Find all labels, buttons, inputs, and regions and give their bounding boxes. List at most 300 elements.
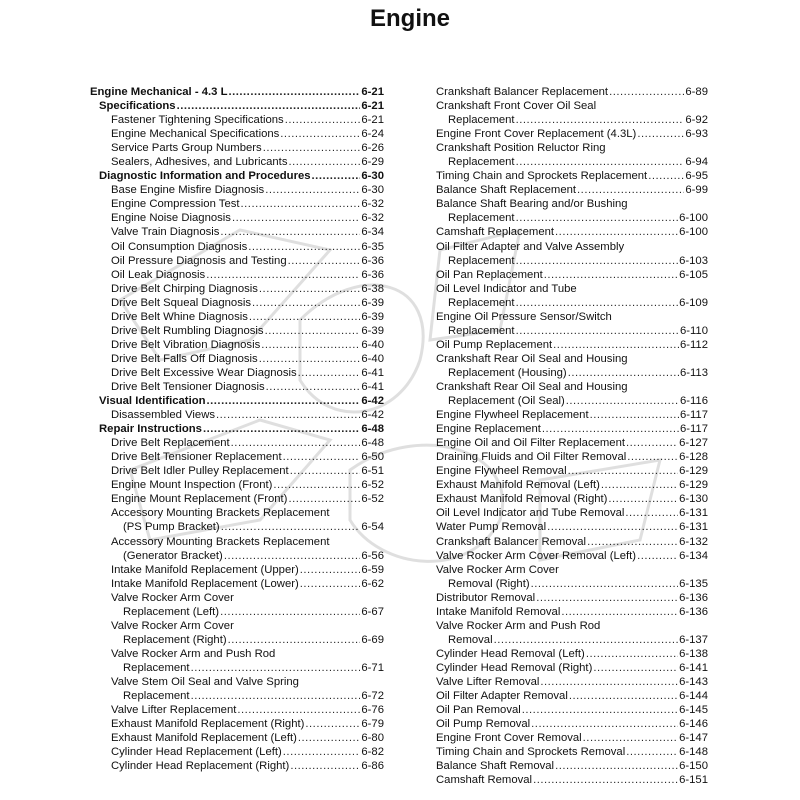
dot-leader (587, 535, 678, 549)
toc-page-number: 6-93 (685, 128, 708, 141)
toc-entry-title-line: Valve Rocker Arm and Push Rod (436, 619, 601, 632)
toc-page-number: 6-39 (361, 310, 384, 323)
toc-entry-title-line: Oil Level Indicator and Tube (436, 282, 577, 295)
toc-page-number: 6-30 (361, 184, 384, 197)
toc-entry-crankshaft-balancer-replacement[interactable] (436, 85, 708, 99)
toc-page-number: 6-129 (679, 465, 708, 478)
toc-page-number: 6-29 (361, 156, 384, 169)
toc-entry-title: Drive Belt Squeal Diagnosis (111, 296, 252, 309)
toc-entry-title: Crankshaft Balancer Replacement (436, 86, 609, 98)
toc-entry-title: Valve Lifter Replacement (111, 704, 237, 717)
toc-entry-engine-mechanical-specifications[interactable] (90, 127, 384, 141)
dot-leader (547, 520, 678, 534)
toc-entry-title: Cylinder Head Removal (Right) (436, 661, 593, 674)
dot-leader (224, 549, 361, 563)
dot-leader (177, 99, 361, 113)
toc-entry-drive-belt-vibration-diagnosis[interactable] (90, 338, 384, 352)
toc-entry-title: Drive Belt Tensioner Diagnosis (111, 380, 265, 393)
toc-entry-title: Engine Mount Replacement (Front) (111, 493, 288, 506)
toc-entry-valve-rocker-arm-cover-replacement-left[interactable] (90, 591, 384, 619)
dot-leader (608, 492, 678, 506)
toc-entry-valve-train-diagnosis[interactable] (90, 225, 384, 239)
toc-entry-engine-compression-test[interactable] (90, 197, 384, 211)
toc-page-number: 6-51 (361, 465, 384, 478)
toc-entry-disassembled-views[interactable] (90, 408, 384, 422)
toc-entry-timing-chain-and-sprockets-removal[interactable] (436, 745, 708, 759)
toc-page-number: 6-41 (361, 380, 384, 393)
toc-entry-oil-pan-replacement[interactable] (436, 268, 708, 282)
toc-entry-title: Replacement (448, 296, 515, 309)
dot-leader (231, 436, 361, 450)
toc-page-number: 6-40 (361, 352, 384, 365)
toc-entry-title: Replacement (448, 324, 515, 337)
toc-entry-engine-oil-and-oil-filter-replacement[interactable] (436, 436, 708, 450)
toc-entry-engine-oil-pressure-sensor-switch-replacement[interactable] (436, 310, 708, 338)
toc-entry-valve-lifter-removal[interactable] (436, 675, 708, 689)
toc-entry-sealers-adhesives-and-lubricants[interactable] (90, 155, 384, 169)
toc-page-number: 6-48 (361, 423, 384, 436)
toc-entry-title-line: Oil Filter Adapter and Valve Assembly (436, 240, 625, 253)
toc-entry-crankshaft-rear-oil-seal-and-housing-replacement-oil-seal[interactable] (436, 380, 708, 408)
dot-leader (283, 450, 361, 464)
toc-entry-oil-level-indicator-and-tube-replacement[interactable] (436, 282, 708, 310)
dot-leader (221, 520, 361, 534)
toc-page-number: 6-35 (361, 240, 384, 253)
toc-entry-title: Exhaust Manifold Replacement (Left) (111, 732, 297, 745)
dot-leader (300, 563, 361, 577)
toc-entry-fastener-tightening-specifications[interactable] (90, 113, 384, 127)
dot-leader (228, 85, 360, 99)
toc-entry-timing-chain-and-sprockets-replacement[interactable] (436, 169, 708, 183)
toc-page-number: 6-131 (679, 507, 708, 520)
toc-page-number: 6-67 (361, 605, 384, 618)
toc-entry-title: Oil Filter Adapter Removal (436, 690, 568, 703)
dot-leader (261, 338, 360, 352)
toc-entry-title: Drive Belt Falls Off Diagnosis (111, 352, 258, 365)
toc-entry-title: Sealers, Adhesives, and Lubricants (111, 156, 288, 169)
toc-entry-title: Balance Shaft Replacement (436, 184, 577, 197)
toc-entry-drive-belt-chirping-diagnosis[interactable] (90, 282, 384, 296)
toc-page-number: 6-34 (361, 226, 384, 239)
toc-entry-drive-belt-excessive-wear-diagnosis[interactable] (90, 366, 384, 380)
toc-entry-title: Crankshaft Balancer Removal (436, 535, 587, 548)
dot-leader (248, 240, 360, 254)
toc-page-number: 6-39 (361, 324, 384, 337)
toc-page-number: 6-116 (679, 395, 708, 408)
toc-entry-title: Intake Manifold Replacement (Lower) (111, 577, 299, 590)
toc-page-number: 6-59 (361, 563, 384, 576)
toc-entry-drive-belt-tensioner-replacement[interactable] (90, 450, 384, 464)
toc-entry-title: Exhaust Manifold Removal (Left) (436, 479, 600, 492)
toc-entry-visual-identification[interactable] (90, 394, 384, 408)
toc-entry-title: Fastener Tightening Specifications (111, 114, 284, 127)
dot-leader (249, 310, 361, 324)
toc-entry-valve-rocker-arm-and-push-rod-removal[interactable] (436, 619, 708, 647)
toc-entry-title-line: Valve Rocker Arm Cover (111, 619, 234, 632)
toc-entry-drive-belt-falls-off-diagnosis[interactable] (90, 352, 384, 366)
dot-leader (536, 591, 678, 605)
toc-page-number: 6-127 (679, 437, 708, 450)
toc-entry-engine-mechanical-4-3-l[interactable] (90, 85, 384, 99)
dot-leader (298, 731, 361, 745)
toc-entry-intake-manifold-removal[interactable] (436, 605, 708, 619)
toc-entry-title-line: Valve Rocker Arm Cover (111, 591, 234, 604)
toc-right-column (436, 85, 708, 787)
toc-entry-valve-rocker-arm-cover-removal-left[interactable] (436, 549, 708, 563)
toc-entry-title-line: Crankshaft Position Reluctor Ring (436, 142, 606, 155)
toc-entry-title-line: Crankshaft Rear Oil Seal and Housing (436, 380, 628, 393)
toc-entry-valve-stem-oil-seal-and-valve-spring-replacement[interactable] (90, 675, 384, 703)
dot-leader (206, 268, 360, 282)
toc-entry-valve-lifter-replacement[interactable] (90, 703, 384, 717)
toc-entry-valve-rocker-arm-cover-removal-right[interactable] (436, 563, 708, 591)
toc-entry-title-line: Valve Rocker Arm and Push Rod (111, 647, 276, 660)
toc-page-number: 6-113 (679, 366, 708, 379)
dot-leader (566, 394, 679, 408)
toc-page-number: 6-148 (679, 746, 708, 759)
dot-leader (516, 324, 679, 338)
toc-entry-service-parts-group-numbers[interactable] (90, 141, 384, 155)
dot-leader (191, 661, 361, 675)
toc-page-number: 6-71 (361, 661, 384, 674)
dot-leader (300, 577, 361, 591)
toc-page-number: 6-112 (679, 338, 708, 351)
toc-page-number: 6-138 (679, 647, 708, 660)
toc-entry-engine-replacement[interactable] (436, 422, 708, 436)
toc-entry-oil-filter-adapter-removal[interactable] (436, 689, 708, 703)
toc-page-number: 6-36 (361, 254, 384, 267)
dot-leader (544, 268, 678, 282)
toc-page-number: 6-137 (679, 633, 708, 646)
dot-leader (516, 254, 679, 268)
dot-leader (273, 478, 360, 492)
dot-leader (553, 338, 679, 352)
dot-leader (298, 366, 361, 380)
toc-entry-distributor-removal[interactable] (436, 591, 708, 605)
toc-entry-title: Cylinder Head Removal (Left) (436, 647, 585, 660)
toc-page-number: 6-129 (679, 479, 708, 492)
dot-leader (569, 689, 678, 703)
dot-leader (280, 127, 360, 141)
toc-page-number: 6-131 (679, 521, 708, 534)
toc-entry-title: Drive Belt Chirping Diagnosis (111, 282, 258, 295)
dot-leader (516, 211, 679, 225)
dot-leader (583, 731, 678, 745)
toc-entry-balance-shaft-bearing-and-or-bushing-replacement[interactable] (436, 197, 708, 225)
toc-page-number: 6-56 (361, 549, 384, 562)
dot-leader (627, 450, 678, 464)
toc-left-column (90, 85, 384, 773)
toc-page-number: 6-136 (679, 605, 708, 618)
toc-entry-title: Cylinder Head Replacement (Right) (111, 760, 290, 773)
toc-page-number: 6-100 (679, 226, 708, 239)
toc-entry-engine-front-cover-replacement-4-3l[interactable] (436, 127, 708, 141)
toc-entry-cylinder-head-replacement-left[interactable] (90, 745, 384, 759)
toc-entry-crankshaft-rear-oil-seal-and-housing-replacement-housing[interactable] (436, 352, 708, 380)
toc-entry-title: Replacement (448, 114, 515, 127)
toc-entry-title: Engine Mechanical - 4.3 L (90, 86, 228, 98)
toc-entry-title: Drive Belt Replacement (111, 437, 230, 450)
toc-page-number: 6-117 (679, 409, 708, 422)
dot-leader (191, 689, 361, 703)
toc-entry-drive-belt-rumbling-diagnosis[interactable] (90, 324, 384, 338)
toc-entry-title: Valve Train Diagnosis (111, 226, 220, 239)
toc-page-number: 6-21 (361, 86, 384, 98)
toc-entry-title: Intake Manifold Removal (436, 605, 561, 618)
dot-leader (259, 352, 361, 366)
toc-entry-exhaust-manifold-replacement-right[interactable] (90, 717, 384, 731)
toc-page-number: 6-103 (679, 254, 708, 267)
toc-entry-drive-belt-replacement[interactable] (90, 436, 384, 450)
dot-leader (305, 717, 360, 731)
toc-entry-diagnostic-information-and-procedures[interactable] (90, 169, 384, 183)
toc-entry-title: Replacement (Left) (123, 605, 220, 618)
dot-leader (531, 717, 678, 731)
dot-leader (220, 605, 360, 619)
toc-page-number: 6-147 (679, 732, 708, 745)
toc-page-number: 6-69 (361, 633, 384, 646)
toc-page-number: 6-145 (679, 704, 708, 717)
toc-page-number: 6-79 (361, 718, 384, 731)
toc-entry-title: Removal (448, 633, 493, 646)
toc-page-number: 6-151 (679, 774, 708, 787)
toc-entry-water-pump-removal[interactable] (436, 520, 708, 534)
toc-entry-cylinder-head-replacement-right[interactable] (90, 759, 384, 773)
toc-entry-oil-pressure-diagnosis-and-testing[interactable] (90, 254, 384, 268)
dot-leader (586, 647, 678, 661)
toc-entry-title: Drive Belt Idler Pulley Replacement (111, 465, 289, 478)
dot-leader (241, 197, 361, 211)
toc-entry-drive-belt-squeal-diagnosis[interactable] (90, 296, 384, 310)
toc-entry-specifications[interactable] (90, 99, 384, 113)
toc-entry-title: Camshaft Removal (436, 774, 533, 787)
toc-entry-camshaft-removal[interactable] (436, 773, 708, 787)
toc-entry-engine-flywheel-removal[interactable] (436, 464, 708, 478)
toc-page-number: 6-132 (679, 535, 708, 548)
dot-leader (265, 324, 361, 338)
dot-leader (237, 703, 360, 717)
toc-entry-title-line: Accessory Mounting Brackets Replacement (111, 507, 330, 520)
toc-entry-intake-manifold-replacement-lower[interactable] (90, 577, 384, 591)
toc-entry-title: Oil Pressure Diagnosis and Testing (111, 254, 287, 267)
toc-entry-title: Cylinder Head Replacement (Left) (111, 746, 282, 759)
toc-entry-title: Exhaust Manifold Replacement (Right) (111, 718, 305, 731)
dot-leader (626, 745, 678, 759)
toc-entry-title: Water Pump Removal (436, 521, 547, 534)
toc-page-number: 6-89 (685, 86, 708, 98)
toc-entry-title: Engine Replacement (436, 423, 541, 436)
toc-entry-title: Oil Consumption Diagnosis (111, 240, 248, 253)
toc-entry-title: (PS Pump Bracket) (123, 521, 220, 534)
toc-entry-title-line: Balance Shaft Bearing and/or Bushing (436, 198, 628, 211)
toc-entry-title: Base Engine Misfire Diagnosis (111, 184, 265, 197)
toc-entry-title: Drive Belt Whine Diagnosis (111, 310, 248, 323)
toc-entry-drive-belt-whine-diagnosis[interactable] (90, 310, 384, 324)
toc-entry-title: Oil Level Indicator and Tube Removal (436, 507, 625, 520)
toc-entry-valve-rocker-arm-cover-replacement-right[interactable] (90, 619, 384, 647)
toc-entry-title: Intake Manifold Replacement (Upper) (111, 563, 299, 576)
toc-entry-title: Engine Front Cover Removal (436, 732, 582, 745)
toc-page-number: 6-39 (361, 296, 384, 309)
toc-page-number: 6-42 (361, 395, 384, 408)
dot-leader (522, 703, 678, 717)
toc-entry-title: Disassembled Views (111, 409, 216, 422)
toc-entry-drive-belt-tensioner-diagnosis[interactable] (90, 380, 384, 394)
toc-entry-oil-leak-diagnosis[interactable] (90, 268, 384, 282)
dot-leader (555, 225, 678, 239)
toc-entry-engine-front-cover-removal[interactable] (436, 731, 708, 745)
toc-entry-title: Engine Compression Test (111, 198, 240, 211)
toc-entry-camshaft-replacement[interactable] (436, 225, 708, 239)
dot-leader (516, 155, 685, 169)
dot-leader (228, 633, 361, 647)
dot-leader (283, 745, 361, 759)
toc-page-number: 6-54 (361, 521, 384, 534)
dot-leader (542, 422, 679, 436)
toc-entry-oil-consumption-diagnosis[interactable] (90, 240, 384, 254)
dot-leader (637, 127, 684, 141)
dot-leader (637, 549, 678, 563)
dot-leader (263, 141, 361, 155)
toc-entry-cylinder-head-removal-left[interactable] (436, 647, 708, 661)
dot-leader (561, 605, 678, 619)
toc-entry-cylinder-head-removal-right[interactable] (436, 661, 708, 675)
toc-page-number: 6-52 (361, 493, 384, 506)
toc-entry-title: Timing Chain and Sprockets Replacement (436, 170, 648, 183)
toc-page-number: 6-99 (685, 184, 708, 197)
toc-entry-title: Draining Fluids and Oil Filter Removal (436, 451, 627, 464)
toc-entry-title: Engine Mount Inspection (Front) (111, 479, 273, 492)
toc-entry-title: Engine Front Cover Replacement (4.3L) (436, 128, 637, 141)
toc-entry-oil-filter-adapter-and-valve-assembly-replacement[interactable] (436, 240, 708, 268)
toc-entry-title: Removal (Right) (448, 577, 530, 590)
toc-page-number: 6-92 (685, 114, 708, 127)
toc-page-number: 6-105 (679, 268, 708, 281)
toc-entry-title: Engine Oil and Oil Filter Replacement (436, 437, 625, 450)
toc-entry-oil-level-indicator-and-tube-removal[interactable] (436, 506, 708, 520)
toc-entry-title: Balance Shaft Removal (436, 760, 555, 773)
toc-entry-title-line: Crankshaft Rear Oil Seal and Housing (436, 352, 628, 365)
toc-page-number: 6-36 (361, 268, 384, 281)
toc-entry-title: Timing Chain and Sprockets Removal (436, 746, 626, 759)
dot-leader (516, 296, 679, 310)
dot-leader (288, 254, 361, 268)
page-title: Engine (369, 5, 450, 32)
toc-entry-title: Drive Belt Vibration Diagnosis (111, 338, 261, 351)
toc-entry-title: Diagnostic Information and Procedures (99, 170, 311, 183)
toc-entry-title: Service Parts Group Numbers (111, 142, 262, 155)
toc-entry-valve-rocker-arm-and-push-rod-replacement[interactable] (90, 647, 384, 675)
toc-entry-title: Replacement (448, 254, 515, 267)
toc-entry-engine-mount-inspection-front[interactable] (90, 478, 384, 492)
toc-entry-exhaust-manifold-replacement-left[interactable] (90, 731, 384, 745)
toc-page-number: 6-32 (361, 212, 384, 225)
toc-entry-oil-pump-removal[interactable] (436, 717, 708, 731)
toc-entry-title: Oil Leak Diagnosis (111, 268, 206, 281)
toc-entry-title-line: Valve Rocker Arm Cover (436, 563, 559, 576)
toc-page-number: 6-130 (679, 493, 708, 506)
toc-entry-title-line: Crankshaft Front Cover Oil Seal (436, 100, 597, 113)
toc-entry-title: Exhaust Manifold Removal (Right) (436, 493, 608, 506)
toc-entry-accessory-mounting-brackets-replacement-generator-bracket[interactable] (90, 535, 384, 563)
toc-page-number: 6-150 (679, 760, 708, 773)
toc-entry-draining-fluids-and-oil-filter-removal[interactable] (436, 450, 708, 464)
toc-entry-exhaust-manifold-removal-right[interactable] (436, 492, 708, 506)
toc-page-number: 6-136 (679, 591, 708, 604)
toc-entry-title: Camshaft Replacement (436, 226, 555, 239)
toc-entry-balance-shaft-removal[interactable] (436, 759, 708, 773)
dot-leader (220, 225, 360, 239)
toc-entry-engine-noise-diagnosis[interactable] (90, 211, 384, 225)
dot-leader (290, 464, 361, 478)
toc-entry-accessory-mounting-brackets-replacement-ps-pump-bracket[interactable] (90, 506, 384, 534)
toc-page-number: 6-40 (361, 338, 384, 351)
toc-entry-title: Oil Pump Removal (436, 718, 531, 731)
toc-entry-title: Specifications (99, 100, 176, 113)
toc-entry-title: Engine Flywheel Replacement (436, 409, 589, 422)
toc-entry-drive-belt-idler-pulley-replacement[interactable] (90, 464, 384, 478)
toc-page-number: 6-144 (679, 690, 708, 703)
toc-entry-crankshaft-balancer-removal[interactable] (436, 535, 708, 549)
toc-entry-engine-flywheel-replacement[interactable] (436, 408, 708, 422)
dot-leader (288, 155, 360, 169)
dot-leader (568, 366, 679, 380)
toc-entry-title: Replacement (123, 661, 190, 674)
toc-entry-repair-instructions[interactable] (90, 422, 384, 436)
toc-page-number: 6-134 (679, 549, 708, 562)
dot-leader (625, 506, 678, 520)
toc-entry-crankshaft-position-reluctor-ring-replacement[interactable] (436, 141, 708, 169)
toc-entry-engine-mount-replacement-front[interactable] (90, 492, 384, 506)
toc-entry-crankshaft-front-cover-oil-seal-replacement[interactable] (436, 99, 708, 127)
toc-entry-title: Visual Identification (99, 395, 206, 408)
dot-leader (593, 661, 678, 675)
toc-entry-balance-shaft-replacement[interactable] (436, 183, 708, 197)
toc-entry-oil-pump-replacement[interactable] (436, 338, 708, 352)
toc-entry-title-line: Engine Oil Pressure Sensor/Switch (436, 310, 612, 323)
dot-leader (626, 436, 678, 450)
toc-page-number: 6-38 (361, 282, 384, 295)
toc-page-number: 6-41 (361, 366, 384, 379)
toc-page-number: 6-82 (361, 746, 384, 759)
toc-entry-title: Replacement (Right) (123, 633, 227, 646)
dot-leader (494, 633, 679, 647)
toc-entry-exhaust-manifold-removal-left[interactable] (436, 478, 708, 492)
dot-leader (601, 478, 678, 492)
toc-entry-base-engine-misfire-diagnosis[interactable] (90, 183, 384, 197)
toc-entry-title: Repair Instructions (99, 423, 202, 436)
toc-page-number: 6-86 (361, 760, 384, 773)
dot-leader (609, 85, 684, 99)
toc-entry-title: Oil Pan Replacement (436, 268, 543, 281)
toc-entry-title: Drive Belt Rumbling Diagnosis (111, 324, 264, 337)
toc-entry-oil-pan-removal[interactable] (436, 703, 708, 717)
toc-page-number: 6-143 (679, 675, 708, 688)
dot-leader (590, 408, 679, 422)
toc-page-number: 6-117 (679, 423, 708, 436)
dot-leader (312, 169, 361, 183)
toc-entry-title: Replacement (Oil Seal) (448, 395, 565, 408)
toc-entry-title: Replacement (123, 690, 190, 703)
toc-entry-intake-manifold-replacement-upper[interactable] (90, 563, 384, 577)
dot-leader (288, 492, 360, 506)
dot-leader (290, 759, 360, 773)
toc-page-number: 6-50 (361, 451, 384, 464)
toc-page-number: 6-26 (361, 142, 384, 155)
dot-leader (203, 422, 360, 436)
toc-entry-title: Oil Pan Removal (436, 704, 521, 717)
dot-leader (285, 113, 361, 127)
